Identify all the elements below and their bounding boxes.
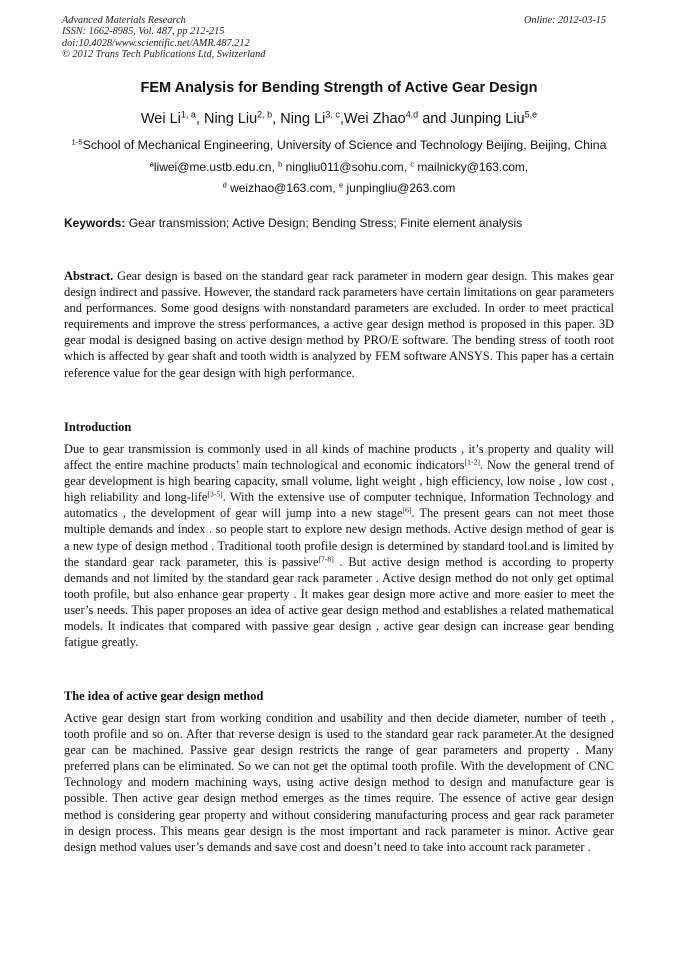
email-address: weizhao@163.com, <box>226 181 339 195</box>
author-marker: 5,e <box>524 109 538 120</box>
email-address: liwei@me.ustb.edu.cn, <box>153 160 279 174</box>
journal-header <box>62 15 607 60</box>
paragraph-text: . But active design method is according to property demands and not limited by the standard gear rack parameter . Active design method do not only get optimal tooth profile, but also enhance gear property . It makes gear design more active and more easier to meet the user’s needs. This paper proposes an idea of active gear design method and establishes a related mathematical models. It indicates that compared with passive gear design , active gear design can increase gear bending fatigue greatly. <box>64 554 614 650</box>
email-marker: b <box>278 159 283 169</box>
journal-name: Advanced Materials Research <box>62 15 186 26</box>
author-name: Junping Liu <box>450 111 525 127</box>
author-separator: and <box>418 111 451 127</box>
section-heading-introduction: Introduction <box>64 420 132 434</box>
email-address: junpingliu@263.com <box>343 181 456 195</box>
email-address: mailnicky@163.com, <box>414 160 529 174</box>
author-name: Wei Li <box>140 111 181 127</box>
paragraph-text: . The present gears can not meet those multiple demands and index . so people start to explore new design methods. Active design method of gear is a new type of design method . Traditional tooth profile design is determined by standard tool.and is limited by the standard gear rack parameter, this is passive <box>64 506 615 569</box>
copyright-line: © 2012 Trans Tech Publications Ltd, Switzerland <box>62 48 266 60</box>
paragraph-text: Due to gear transmission is commonly used in all kinds of machine products , it’s property and quality will affect the entire machine products’ main technological and economic indicators <box>64 442 614 473</box>
section-heading-idea: The idea of active gear design method <box>64 689 264 703</box>
paragraph-text: Active gear design start from working condition and usability and then decide diameter, number of teeth , tooth profile and so on. After that reverse design is used to the standard gear rack parameter.At the designed gear can be machined. Passive gear design restricts the range of gear parameters and property . Many preferred plans can be eliminated. So we can not get the optimal tooth profile. With the development of CNC Technology and modern machining ways, using active design method to design and manufacture gear is possible. Then active gear design method emerges as the times require. The essence of active gear design method is considering gear property and without considering manufacturing process and gear rack parameter in design process. This means gear design is the most important and rack parameter is minor. Active gear design method values user’s demands and save cost and doesn’t need to take into account rack parameter . <box>64 711 614 854</box>
email-marker: d <box>222 180 227 190</box>
author-separator: , <box>195 111 204 127</box>
author-list <box>0 111 678 127</box>
abstract <box>64 268 614 381</box>
email-marker: e <box>339 180 344 190</box>
author-separator: , <box>272 111 281 127</box>
affiliation <box>0 138 678 152</box>
paper-title: FEM Analysis for Bending Strength of Active Gear Design <box>140 80 538 96</box>
doi-line: doi:10.4028/www.scientific.net/AMR.487.212 <box>62 37 250 49</box>
email-marker: c <box>410 159 415 169</box>
email-marker: a <box>149 159 154 169</box>
author-separator: , <box>339 111 344 127</box>
citation: [7-8] <box>318 554 334 564</box>
abstract-text: Gear design is based on the standard gear rack parameter in modern gear design. This makes gear design indirect and passive. However, the standard rack parameters have certain limitations on gear parameters and performances. Some good designs with nonstandard parameters are excluded. In order to meet practical requirements and improve the stress performances, a active gear design method is proposed in this paper. 3D gear modal is designed basing on active design method by PRO/E software. The bending stress of tooth root which is affected by gear shaft and tooth width is analyzed by FEM software ANSYS. This paper has a certain reference value for the gear design with high performance. <box>64 269 614 380</box>
keywords <box>64 216 522 230</box>
author-marker: 3, c <box>325 109 340 120</box>
paragraph-text: . Now the general trend of gear development is high bearing capacity, small volume, light weight , high efficiency, low noise , low cost , high reliability and long-life <box>64 458 614 505</box>
author-name: Wei Zhao <box>343 111 406 127</box>
keywords-text: Gear transmission; Active Design; Bending Stress; Finite element analysis <box>125 216 523 230</box>
author-marker: 2, b <box>257 109 273 120</box>
affiliation-text: School of Mechanical Engineering, University of Science and Technology Beijing, Beijing, China <box>82 138 607 152</box>
citation: [3-5] <box>207 489 223 499</box>
idea-paragraph <box>64 710 614 855</box>
abstract-label: Abstract. <box>64 269 114 283</box>
citation: [1-2] <box>464 457 480 467</box>
introduction-paragraph <box>64 441 614 650</box>
email-address: ningliu011@sohu.com, <box>282 160 411 174</box>
author-marker: 1, a <box>180 109 196 120</box>
affiliation-marker: 1-5 <box>71 137 83 147</box>
keywords-label: Keywords: <box>64 216 126 230</box>
author-marker: 4,d <box>405 109 419 120</box>
author-name: Ning Li <box>280 111 326 127</box>
author-name: Ning Liu <box>203 111 258 127</box>
email-line-2 <box>0 181 678 195</box>
issn-line: ISSN: 1662-8985, Vol. 487, pp 212-215 <box>62 26 225 38</box>
citation: [6] <box>402 505 412 515</box>
online-date: Online: 2012-03-15 <box>524 15 607 26</box>
paragraph-text: . With the extensive use of computer technique, Information Technology and automatics , the development of gear will jump into a new stage <box>64 490 614 521</box>
email-line-1 <box>0 160 678 174</box>
